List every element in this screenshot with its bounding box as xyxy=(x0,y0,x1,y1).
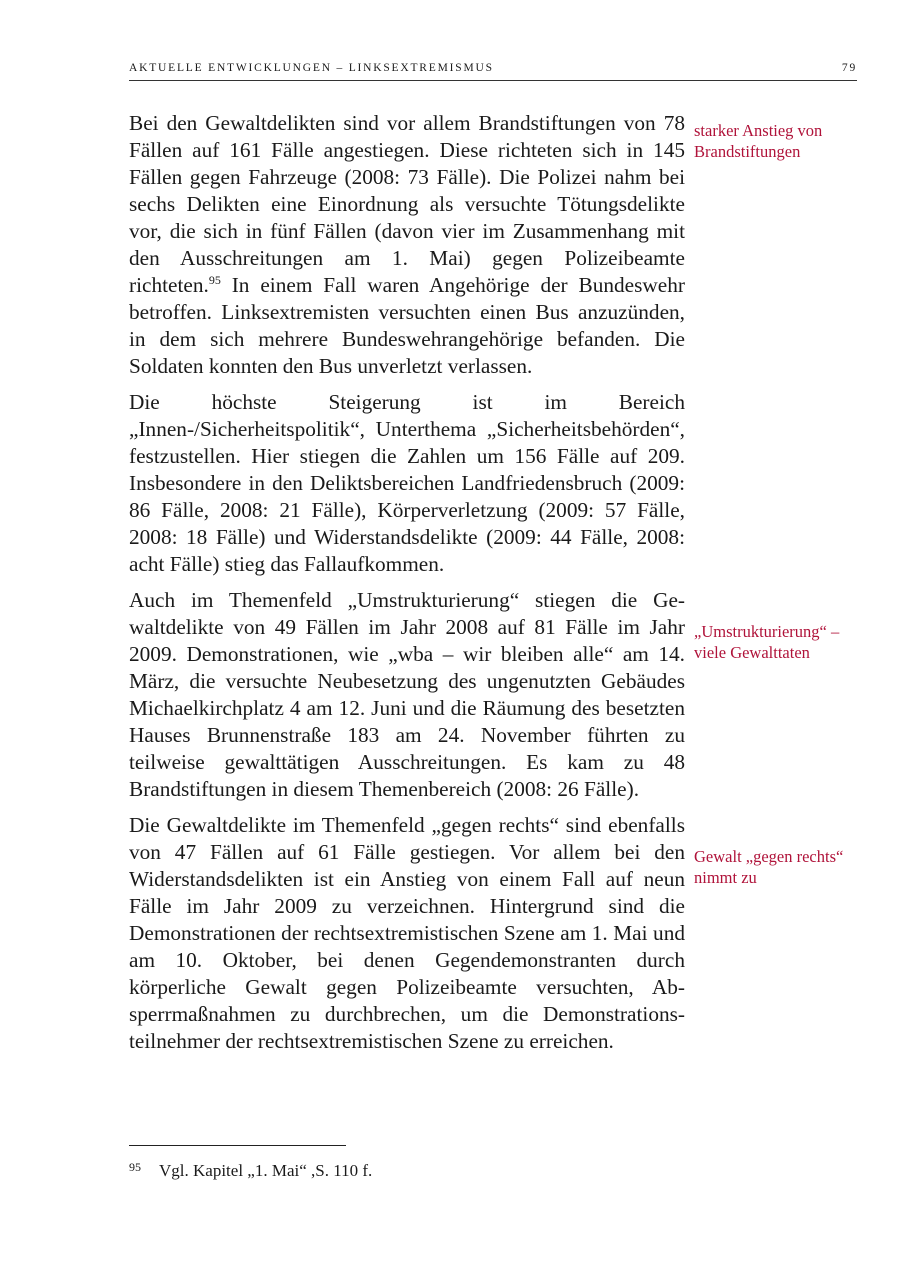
running-head xyxy=(129,62,857,74)
body-text xyxy=(129,110,685,1064)
footnote-reference[interactable]: 95 xyxy=(208,273,221,287)
header-rule xyxy=(129,80,857,81)
footnote-text: Vgl. Kapitel „1. Mai“ ,S. 110 f. xyxy=(159,1161,373,1180)
page-number: 79 xyxy=(841,62,857,74)
paragraph-text: Bei den Gewaltdelikten sind vor allem Brandstiftungen von 78 Fällen auf 161 Fälle angestiegen. Diese richteten sich in 145 Fällen gegen Fahrzeuge (2008: 73 Fälle). Die Polizei nahm bei sechs Delikten eine Einordnung als versuchte Tötungsdelikte vor, die sich in fünf Fällen (davon vier im Zusammenhang mit den Ausschreitungen am 1. Mai) gegen Polizeibeamte richteten. xyxy=(129,111,685,297)
margin-note-umstrukturierung: „Umstrukturierung“ – viele Gewalttaten xyxy=(694,622,840,662)
paragraph-text: In einem Fall waren Angehörige der Bundeswehr betroffen. Linksextremisten versuchten einen Bus anzuzünden, in dem sich mehrere Bundeswehrangehörige befanden. Die Soldaten konnten den Bus unverletzt verlassen. xyxy=(129,273,685,378)
margin-note-gegen-rechts: Gewalt „gegen rechts“ nimmt zu xyxy=(694,847,844,887)
paragraph-umstrukturierung: Auch im Themenfeld „Umstrukturierung“ stiegen die Gewaltdelikte von 49 Fällen im Jahr 2008 auf 81 Fälle im Jahr 2009. Demonstrationen, wie „wba – wir bleiben alle“ am 14. März, die versuchte Neubesetzung des ungenutzten Gebäudes Michaelkirchplatz 4 am 12. Juni und die Räumung des besetzten Hauses Brunnenstraße 183 am 24. November führten zu teilweise gewalttätigen Ausschreitungen. Es kam zu 48 Brandstiftungen in diesem Themenbereich (2008: 26 Fälle). xyxy=(129,588,685,801)
running-title: AKTUELLE ENTWICKLUNGEN – LINKSEXTREMISMUS xyxy=(129,62,494,74)
margin-note-brandstiftungen: starker Anstieg von Brandstiftungen xyxy=(694,121,823,161)
footnote-rule xyxy=(129,1145,346,1146)
footnote-number: 95 xyxy=(129,1160,141,1174)
footnote xyxy=(129,1160,372,1182)
paragraph-gegen-rechts: Die Gewaltdelikte im Themenfeld „gegen rechts“ sind ebenfalls von 47 Fällen auf 61 Fälle gestiegen. Vor allem bei den Widerstandsdelikten ist ein Anstieg von einem Fall auf neun Fälle im Jahr 2009 zu verzeichnen. Hintergrund sind die Demonstrationen der rechtsextremistischen Szene am 1. Mai und am 10. Oktober, bei denen Gegendemonstranten durch körperliche Gewalt gegen Polizeibeamte versuchten, Absperrmaßnahmen zu durchbrechen, um die Demonstrationsteilnehmer der rechtsextremistischen Szene zu erreichen. xyxy=(129,813,685,1053)
paragraph-sicherheitspolitik: Die höchste Steigerung ist im Bereich „Innen-/Sicherheitspolitik“, Unterthema „Sicherheitsbehörden“, festzustellen. Hier stiegen die Zahlen um 156 Fälle auf 209. Insbesondere in den Deliktsbereichen Landfriedensbruch (2009: 86 Fälle, 2008: 21 Fälle), Körperverletzung (2009: 57 Fälle, 2008: 18 Fälle) und Widerstandsdelikte (2009: 44 Fälle, 2008: acht Fälle) stieg das Fallaufkommen. xyxy=(129,390,685,576)
paragraph-brandstiftungen xyxy=(129,110,685,380)
